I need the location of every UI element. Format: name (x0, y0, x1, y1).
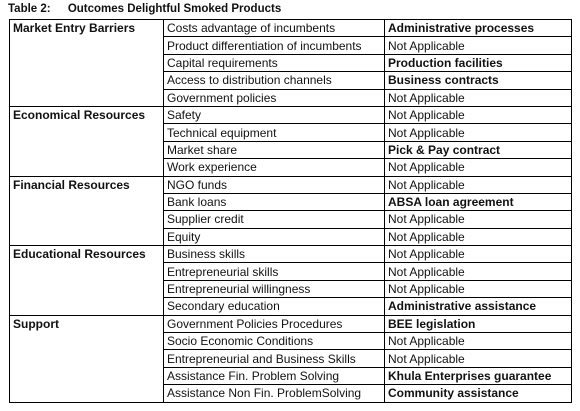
group-label: Market Entry Barriers (10, 20, 164, 107)
outcome-cell: Community assistance (385, 385, 572, 402)
factor-cell: Bank loans (164, 193, 385, 210)
outcomes-table (9, 19, 572, 403)
factor-cell: Equity (164, 228, 385, 245)
group-label: Economical Resources (10, 106, 164, 176)
factor-cell: Supplier credit (164, 211, 385, 228)
outcome-cell: Not Applicable (385, 263, 572, 280)
factor-cell: Secondary education (164, 298, 385, 315)
outcome-cell: Khula Enterprises guarantee (385, 367, 572, 384)
outcome-cell: Not Applicable (385, 89, 572, 106)
outcome-cell: Pick & Pay contract (385, 141, 572, 158)
group-label: Educational Resources (10, 246, 164, 316)
factor-cell: NGO funds (164, 176, 385, 193)
group-label: Support (10, 315, 164, 402)
factor-cell: Assistance Non Fin. ProblemSolving (164, 385, 385, 402)
factor-cell: Business skills (164, 246, 385, 263)
factor-cell: Entrepreneurial and Business Skills (164, 350, 385, 367)
factor-cell: Technical equipment (164, 124, 385, 141)
table-caption (8, 3, 281, 15)
factor-cell: Access to distribution channels (164, 72, 385, 89)
outcome-cell: Business contracts (385, 72, 572, 89)
outcome-cell: Not Applicable (385, 106, 572, 123)
table-number: Table 2: (8, 3, 51, 15)
factor-cell: Work experience (164, 159, 385, 176)
outcome-cell: Not Applicable (385, 333, 572, 350)
outcome-cell: Not Applicable (385, 211, 572, 228)
factor-cell: Market share (164, 141, 385, 158)
factor-cell: Capital requirements (164, 54, 385, 71)
outcome-cell: Administrative assistance (385, 298, 572, 315)
factor-cell: Assistance Fin. Problem Solving (164, 367, 385, 384)
factor-cell: Socio Economic Conditions (164, 333, 385, 350)
outcome-cell: Not Applicable (385, 228, 572, 245)
table-title: Outcomes Delightful Smoked Products (67, 3, 282, 15)
outcome-cell: Not Applicable (385, 350, 572, 367)
factor-cell: Government policies (164, 89, 385, 106)
factor-cell: Product differentiation of incumbents (164, 37, 385, 54)
factor-cell: Government Policies Procedures (164, 315, 385, 332)
outcome-cell: ABSA loan agreement (385, 193, 572, 210)
outcome-cell: Not Applicable (385, 176, 572, 193)
outcome-cell: Administrative processes (385, 20, 572, 37)
outcome-cell: BEE legislation (385, 315, 572, 332)
table-row (10, 246, 572, 263)
factor-cell: Safety (164, 106, 385, 123)
outcome-cell: Not Applicable (385, 37, 572, 54)
outcome-cell: Not Applicable (385, 246, 572, 263)
table-row (10, 106, 572, 123)
outcome-cell: Not Applicable (385, 159, 572, 176)
table-row (10, 315, 572, 332)
table-row (10, 20, 572, 37)
outcome-cell: Production facilities (385, 54, 572, 71)
factor-cell: Costs advantage of incumbents (164, 20, 385, 37)
table-body (10, 20, 572, 403)
outcome-cell: Not Applicable (385, 124, 572, 141)
group-label: Financial Resources (10, 176, 164, 246)
outcome-cell: Not Applicable (385, 280, 572, 297)
factor-cell: Entrepreneurial skills (164, 263, 385, 280)
table-row (10, 176, 572, 193)
factor-cell: Entrepreneurial willingness (164, 280, 385, 297)
